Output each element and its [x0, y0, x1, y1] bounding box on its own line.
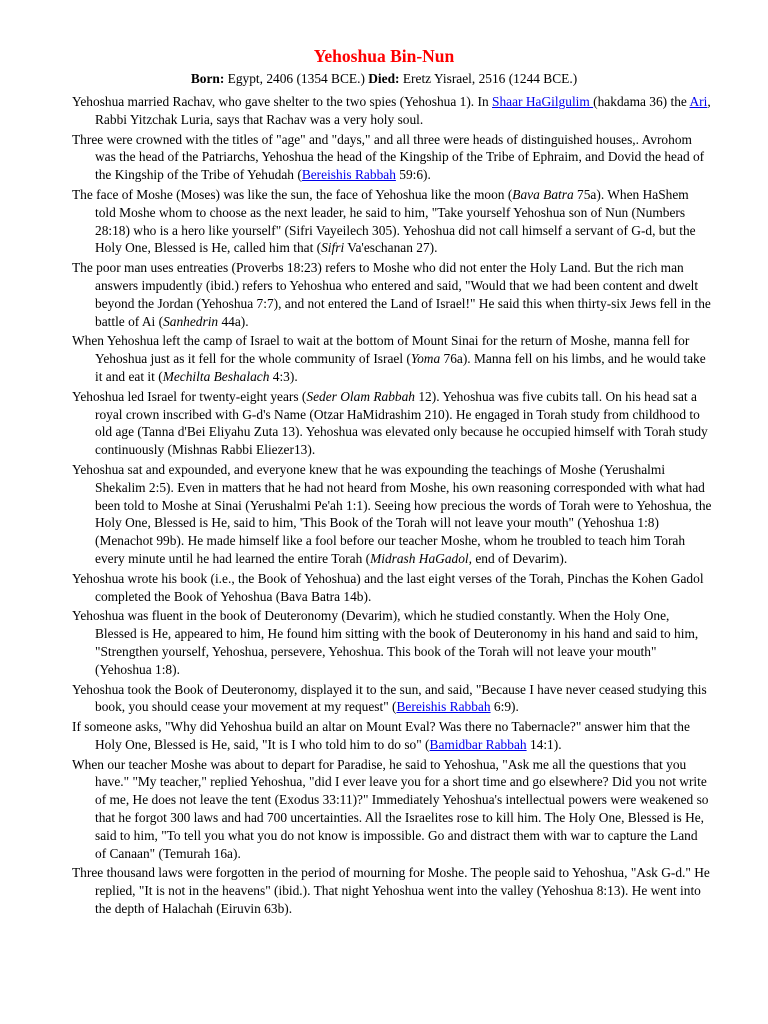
link-shaar-hagilgulim[interactable]: Shaar HaGilgulim: [492, 94, 594, 109]
text: , Rabbi Yitzchak Luria, says that Rachav was a very holy soul.: [95, 94, 711, 127]
citation: Mechilta Beshalach: [162, 368, 270, 384]
paragraph-sun: [72, 681, 712, 717]
text: Yehoshua was fluent in the book of Deuteronomy (Devarim), which he studied constantly. When the Holy One, Blessed is He, appeared to him, He found him sitting with the book of Deuteronomy in his hand and said to him, "Strengthen yourself, Yehoshua, persevere, Yehoshua. This book of the Torah will not leave your mouth" (Yehoshua 1:8).: [72, 608, 699, 677]
paragraph-face-of-moshe: [72, 186, 712, 257]
paragraph-altar: [72, 718, 712, 754]
text: Yehoshua married Rachav, who gave shelter to the two spies (Yehoshua 1). In: [72, 94, 492, 109]
text: 59:6).: [395, 167, 431, 183]
text: If someone asks, "Why did Yehoshua build an altar on Mount Eval? Was there no Tabernacle?" answer him that the Holy One, Blessed is He, said, "It is I who told him to do so" (: [72, 719, 690, 752]
born-label: Born:: [190, 71, 225, 86]
text: Three thousand laws were forgotten in the period of mourning for Moshe. The people said to Yehoshua, "Ask G-d." He replied, "It is not in the heavens" (ibid.). That night Yehoshua went into the valley (Yehoshua 8:13). He went into the depth of Halachah (Eiruvin 63b).: [72, 865, 710, 917]
text: 44a).: [218, 313, 249, 329]
died-value: Eretz Yisrael, 2516 (1244 BCE.): [402, 71, 578, 86]
paragraph-poor-man: [72, 259, 712, 330]
link-bereishis-rabbah[interactable]: Bereishis Rabbah: [396, 699, 491, 715]
text: Yehoshua took the Book of Deuteronomy, displayed it to the sun, and said, "Because I have never ceased studying this book, you should cease your movement at my request" (: [72, 681, 707, 715]
text: 14:1).: [526, 736, 562, 752]
paragraph-manna: [72, 332, 712, 385]
biography-meta: [0, 70, 768, 88]
paragraph-paradise: [72, 756, 712, 863]
link-bereishis-rabbah[interactable]: Bereishis Rabbah: [301, 167, 396, 183]
citation: Bava Batra: [512, 186, 574, 202]
citation: Seder Olam Rabbah: [306, 388, 416, 404]
paragraph-deuteronomy: [72, 607, 712, 678]
link-ari[interactable]: Ari: [689, 94, 708, 109]
paragraph-expounded: [72, 461, 712, 568]
text: The face of Moshe (Moses) was like the sun, the face of Yehoshua like the moon (: [72, 186, 513, 202]
citation: Sifri: [321, 240, 345, 256]
text: Three were crowned with the titles of "age" and "days," and all three were heads of distinguished houses,. Avrohom was the head of the Patriarchs, Yehoshua the head of the Kingship of the Tribe of Ephraim, and Dovid the head of the Kingship of the Tribe of Yehudah (: [72, 131, 705, 183]
text: 76a). Manna fell on his limbs, and he would take it and eat it (: [95, 351, 706, 384]
text: 12). Yehoshua was five cubits tall. On his head sat a royal crown inscribed with G-d's Name (Otzar HaMidrashim 210). He engaged in Torah study from childhood to old age (Tanna d'Bei Eliyahu Zuta 13). Yehoshua was elevated only because he occupied himself with Torah study continuously (Mishnas Rabbi Eliezer13).: [95, 388, 708, 458]
died-label: Died:: [368, 71, 400, 86]
text: Yehoshua wrote his book (i.e., the Book of Yehoshua) and the last eight verses of the Torah, Pinchas the Kohen Gadol completed the Book of Yehoshua (Bava Batra 14b).: [72, 570, 704, 604]
paragraph-led-israel: [72, 388, 712, 459]
born-value: Egypt, 2406 (1354 BCE.): [227, 71, 365, 86]
text: The poor man uses entreaties (Proverbs 18:23) refers to Moshe who did not enter the Holy Land. But the rich man answers impudently (ibid.) refers to Yehoshua who entered and said, "Would that we had been content and dwelt beyond the Jordan (Yehoshua 7:7), and not entered the Land of Israel!" He said this when thirty-six Jews fell in the battle of Ai (: [72, 260, 711, 329]
paragraph-rachav: [72, 93, 712, 129]
text: Yehoshua sat and expounded, and everyone knew that he was expounding the teachings of Moshe (Yerushalmi Shekalim 2:5). Even in matters that he had not heard from Moshe, his own reasoning corresponded with what had been told to Moshe at Sinai (Yerushalmi Pe'ah 1:1). Seeing how precious the words of Torah were to Yehoshua, the Holy One, Blessed is He, said to him, 'This Book of the Torah will not leave your mouth" (Yehoshua 1:8) (Menachot 99b). He made himself like a fool before our teacher Moshe, whom he troubled to teach him Torah every minute until he had learned the entire Torah (: [72, 461, 712, 566]
article-body: [72, 93, 712, 920]
text: When our teacher Moshe was about to depart for Paradise, he said to Yehoshua, "Ask me all the questions that you have." "My teacher," replied Yehoshua, "did I ever leave you for a short time and go elsewhere? Did you not write of me, He does not leave the tent (Exodus 33:11)?" Immediately Yehoshua's intellectual powers were weakened so that he forgot 300 laws and had 700 uncertainties. All the Israelites rose to kill him. The Holy One, Blessed is He, said to him, "To tell you what you do not know is impossible. Go and distract them with war to capture the Land of Canaan" (Temurah 16a).: [72, 756, 709, 861]
text: Yehoshua led Israel for twenty-eight years (: [72, 388, 307, 404]
text: 6:9).: [490, 699, 519, 715]
text: When Yehoshua left the camp of Israel to wait at the bottom of Mount Sinai for the return of Moshe, manna fell for Yehoshua just as it fell for the whole community of Israel (: [72, 333, 690, 367]
page-title: Yehoshua Bin-Nun: [313, 46, 455, 66]
citation: Yoma: [410, 351, 441, 367]
text: 75a). When HaShem told Moshe whom to choose as the next leader, he said to him, "Take yourself Yehoshua son of Nun (Numbers 28:18) who is a hero like yourself" (Sifri Vayeilech 305). Yehoshua did not call himself a servant of G-d, but the Holy One, Blessed is He, called him that (: [95, 186, 696, 256]
link-bamidbar-rabbah[interactable]: Bamidbar Rabbah: [429, 736, 527, 752]
citation: Midrash HaGadol,: [370, 550, 472, 566]
text: end of Devarim).: [472, 550, 568, 566]
text: 4:3).: [269, 368, 298, 384]
paragraph-wrote-book: [72, 570, 712, 606]
citation: Sanhedrin: [163, 313, 219, 329]
text: Va'eschanan 27).: [344, 240, 438, 256]
text: (hakdama 36) the: [593, 94, 690, 109]
paragraph-forgotten-laws: [72, 864, 712, 917]
paragraph-three-crowned: [72, 131, 712, 184]
